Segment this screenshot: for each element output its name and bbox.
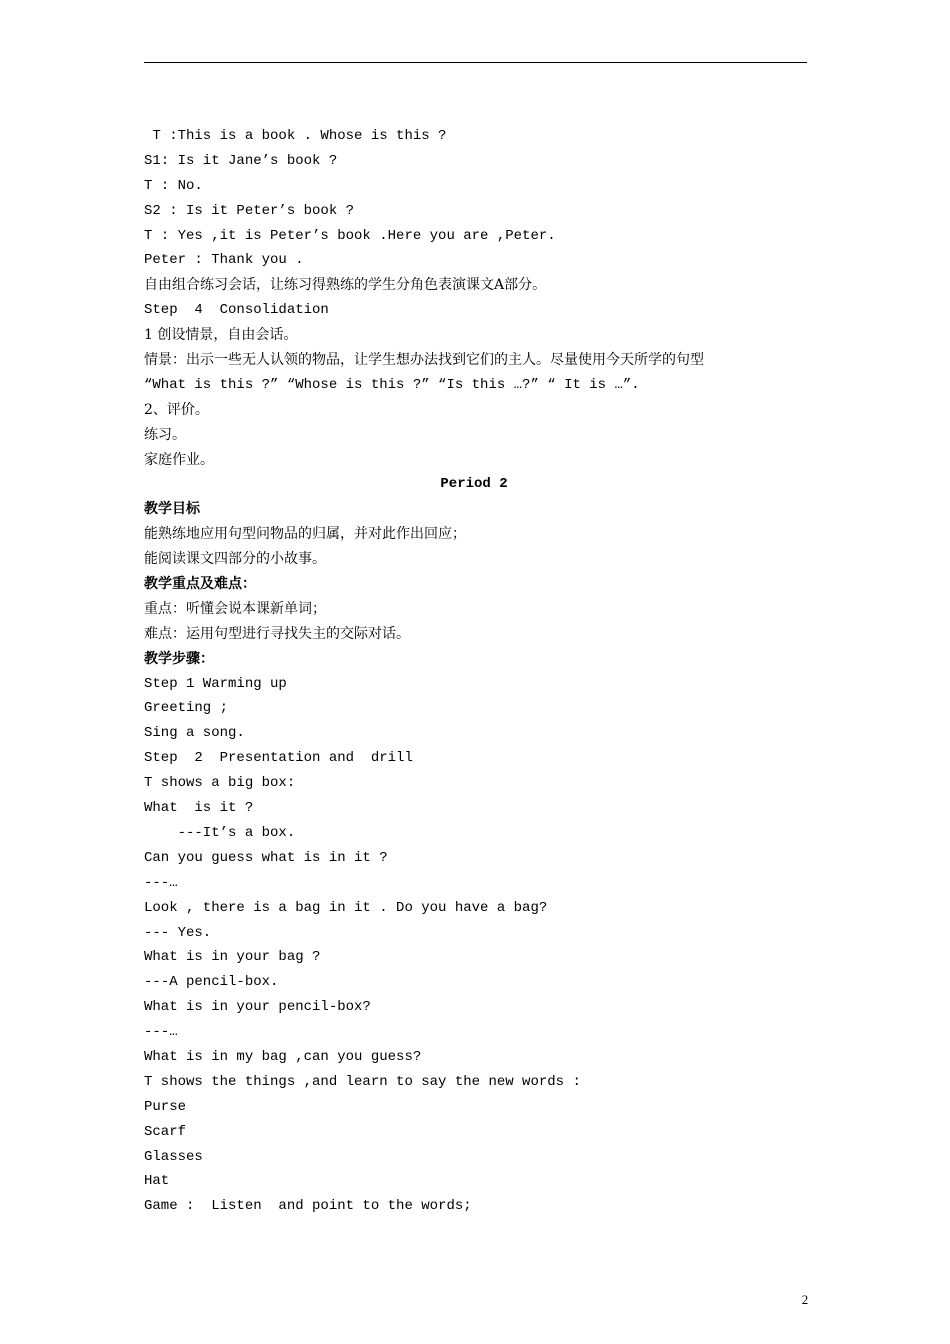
text-line: 教学步骤： — [144, 650, 214, 667]
text-line: Can you guess what is in it ? — [144, 849, 388, 866]
text-line: ---… — [144, 1024, 178, 1041]
text-line: Scarf — [144, 1123, 187, 1140]
text-line: Game : Listen and point to the words; — [144, 1198, 472, 1215]
text-line: Purse — [144, 1098, 187, 1115]
text-line: “What is this ?” “Whose is this ?” “Is this …?” “ It is …”. — [144, 376, 640, 393]
page-number: 2 — [801, 1292, 809, 1307]
text-line: Step 1 Warming up — [144, 675, 287, 692]
text-line: T : No. — [144, 177, 203, 194]
text-line: 教学目标 — [144, 501, 200, 518]
text-line: Step 2 Presentation and drill — [144, 750, 413, 767]
text-line: 难点：运用句型进行寻找失主的交际对话。 — [144, 625, 410, 642]
text-line: T :This is a book . Whose is this ? — [144, 128, 447, 144]
text-line: Step 4 Consolidation — [144, 302, 329, 319]
text-line: T shows a big box: — [144, 775, 296, 792]
text-line: T shows the things ,and learn to say the new words : — [144, 1073, 581, 1090]
text-line: S1: Is it Jane’s book ? — [144, 152, 338, 169]
text-line: 重点：听懂会说本课新单词； — [144, 600, 326, 617]
text-line: ---It’s a box. — [144, 824, 296, 841]
text-line: 能熟练地应用句型问物品的归属，并对此作出回应； — [144, 526, 466, 543]
text-line: 家庭作业。 — [144, 451, 214, 468]
text-line: Look , there is a bag in it . Do you have a bag? — [144, 899, 548, 916]
text-line: Glasses — [144, 1148, 203, 1165]
text-line: 练习。 — [144, 426, 186, 443]
text-line: 教学重点及难点： — [144, 576, 256, 593]
text-line: 1 创设情景，自由会话。 — [144, 327, 298, 344]
header-rule — [144, 62, 807, 63]
text-line: What is in your pencil-box? — [144, 999, 371, 1016]
text-line: ---… — [144, 874, 178, 891]
text-line: Period 2 — [440, 476, 508, 493]
text-line: What is it ? — [144, 800, 254, 817]
text-line: Hat — [144, 1173, 170, 1190]
text-line: ---A pencil-box. — [144, 974, 279, 991]
text-line: S2 : Is it Peter’s book ? — [144, 202, 355, 219]
text-line: 自由组合练习会话，让练习得熟练的学生分角色表演课文A部分。 — [144, 277, 547, 294]
text-line: What is in your bag ? — [144, 949, 321, 966]
text-line: --- Yes. — [144, 924, 212, 941]
text-line: What is in my bag ,can you guess? — [144, 1048, 422, 1065]
text-line: 2、评价。 — [144, 401, 209, 418]
text-line: Peter : Thank you . — [144, 252, 304, 269]
document-body — [144, 124, 814, 1219]
text-line: 情景：出示一些无人认领的物品，让学生想办法找到它们的主人。尽量使用今天所学的句型 — [144, 352, 704, 369]
text-line: Sing a song. — [144, 725, 245, 742]
text-line: 能阅读课文四部分的小故事。 — [144, 551, 326, 568]
text-line: T : Yes ,it is Peter’s book .Here you are ,Peter. — [144, 227, 556, 244]
text-line: Greeting ; — [144, 700, 229, 717]
